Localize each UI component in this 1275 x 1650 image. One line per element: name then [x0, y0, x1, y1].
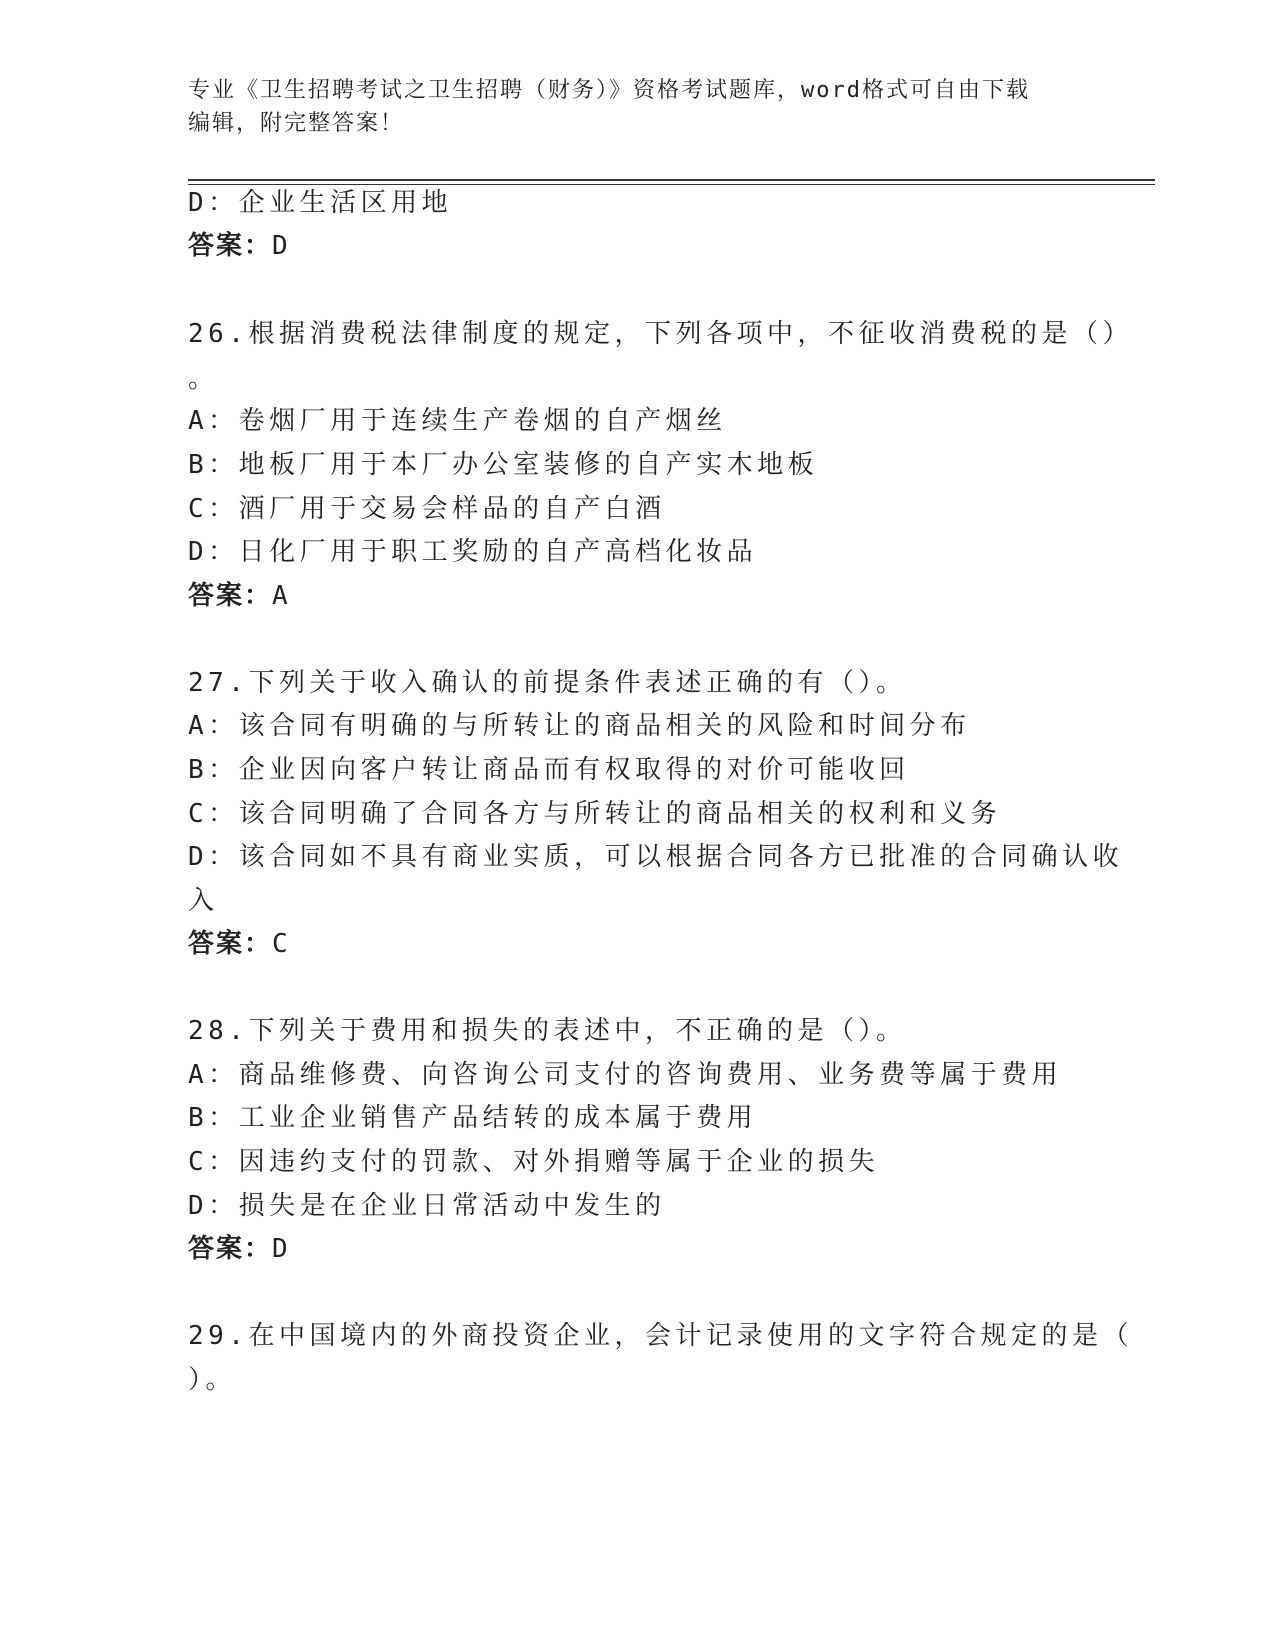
answer-label: 答案： [188, 1234, 273, 1264]
q27-option-d-line-2: 入 [188, 886, 219, 916]
prev-answer [188, 229, 290, 263]
q28-option-c: C：因违约支付的罚款、对外捐赠等属于企业的损失 [188, 1147, 880, 1177]
q26-option-a: A：卷烟厂用于连续生产卷烟的自产烟丝 [188, 406, 727, 436]
q27-stem: 27.下列关于收入确认的前提条件表述正确的有（）。 [188, 668, 907, 698]
q28-answer [188, 1232, 290, 1266]
answer-value: C [272, 929, 290, 959]
q26-stem-line-2: 。 [188, 364, 219, 394]
answer-value: D [272, 231, 290, 261]
answer-value: D [272, 1234, 290, 1264]
answer-label: 答案： [188, 581, 273, 611]
q28-option-d: D：损失是在企业日常活动中发生的 [188, 1191, 666, 1221]
q28-option-a: A：商品维修费、向咨询公司支付的咨询费用、业务费等属于费用 [188, 1060, 1063, 1090]
q27-option-d-line-1: D：该合同如不具有商业实质，可以根据合同各方已批准的合同确认收 [188, 842, 1124, 872]
q27-option-a: A：该合同有明确的与所转让的商品相关的风险和时间分布 [188, 711, 971, 741]
header-divider-thin [188, 184, 1155, 185]
answer-label: 答案： [188, 929, 273, 959]
header-line-1: 专业《卫生招聘考试之卫生招聘（财务）》资格考试题库，word格式可自由下载 [188, 78, 1030, 103]
q29-stem-line-1: 29.在中国境内的外商投资企业，会计记录使用的文字符合规定的是（ [188, 1321, 1133, 1351]
q26-option-d: D：日化厂用于职工奖励的自产高档化妆品 [188, 537, 758, 567]
answer-value: A [272, 581, 290, 611]
q27-answer [188, 927, 290, 961]
answer-label: 答案： [188, 231, 273, 261]
q28-option-b: B：工业企业销售产品结转的成本属于费用 [188, 1103, 758, 1133]
q26-stem-line-1: 26.根据消费税法律制度的规定，下列各项中，不征收消费税的是（） [188, 319, 1133, 349]
q27-option-c: C：该合同明确了合同各方与所转让的商品相关的权利和义务 [188, 799, 1002, 829]
q28-stem: 28.下列关于费用和损失的表述中，不正确的是（）。 [188, 1016, 907, 1046]
header-divider-thick [188, 179, 1155, 181]
header-line-2: 编辑，附完整答案！ [188, 111, 405, 136]
prev-option-d: D：企业生活区用地 [188, 188, 453, 218]
q26-option-c: C：酒厂用于交易会样品的自产白酒 [188, 494, 666, 524]
document-header [188, 74, 1068, 140]
q26-answer [188, 579, 290, 613]
q29-stem-line-2: ）。 [188, 1365, 237, 1395]
q26-option-b: B：地板厂用于本厂办公室装修的自产实木地板 [188, 450, 819, 480]
q27-option-b: B：企业因向客户转让商品而有权取得的对价可能收回 [188, 755, 910, 785]
